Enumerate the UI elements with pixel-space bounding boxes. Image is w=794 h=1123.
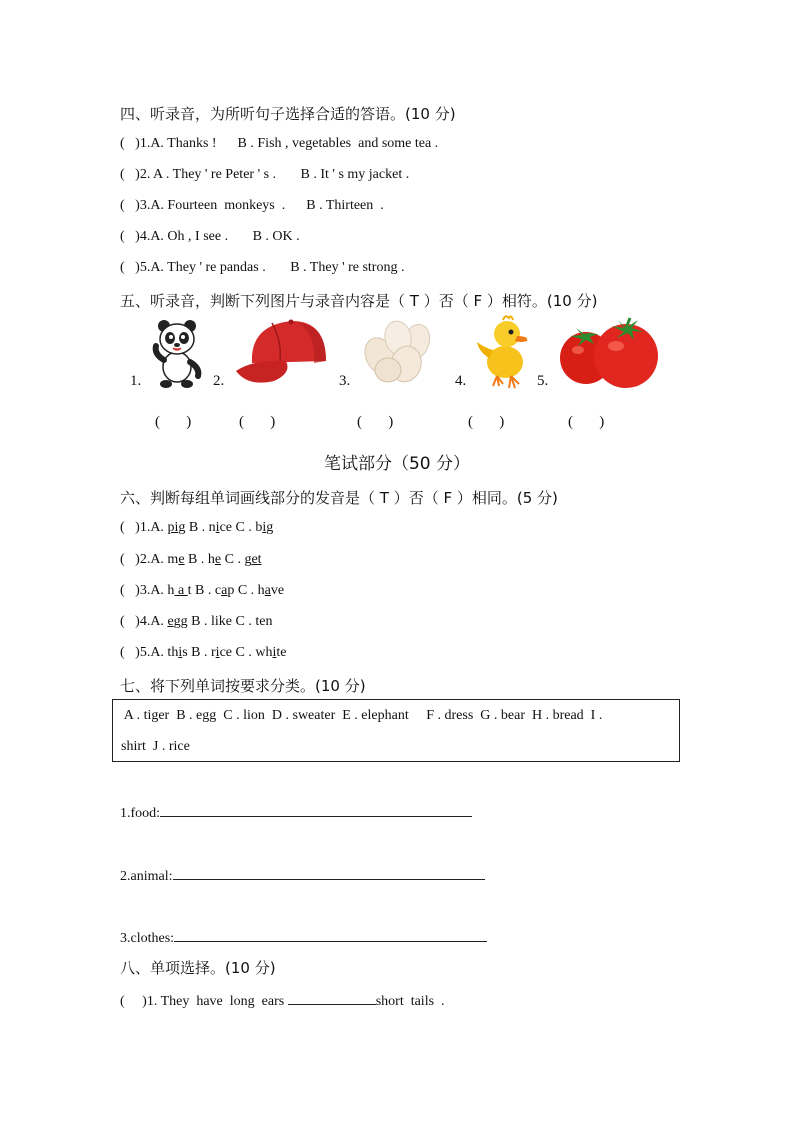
clothes-fill-row: 3.clothes: [120, 927, 487, 947]
answer-paren-2[interactable]: ( ) [239, 414, 276, 430]
section5-title: 五、听录音，判断下列图片与录音内容是（ T ）否（ F ）相符。(10 分) [120, 292, 598, 310]
section4-item-5: ( )5.A. They ' re pandas . B . They ' re strong . [120, 260, 405, 275]
answer-paren-1[interactable]: ( ) [155, 414, 192, 430]
picture-number-4: 4. [455, 373, 467, 389]
section8-title: 八、单项选择。(10 分) [120, 959, 276, 977]
section7-title: 七、将下列单词按要求分类。(10 分) [120, 677, 366, 695]
food-answer-line[interactable] [160, 802, 472, 817]
section6-item-3: ( )3.A. h a t B . cap C . have [120, 583, 285, 598]
section6-item-5: ( )5.A. this B . rice C . white [120, 645, 287, 660]
word-bank-box [112, 699, 680, 762]
panda-picture [150, 318, 204, 390]
animal-answer-line[interactable] [173, 865, 485, 880]
answer-paren-5[interactable]: ( ) [568, 414, 605, 430]
word-bank-line-2: shirt J . rice [121, 739, 190, 754]
picture-number-2: 2. [213, 373, 225, 389]
section4-item-3: ( )3.A. Fourteen monkeys . B . Thirteen . [120, 198, 384, 213]
animal-fill-row: 2.animal: [120, 865, 485, 885]
eggs-picture [358, 318, 438, 384]
word-bank-line-1: A . tiger B . egg C . lion D . sweater E . elephant F . dress G . bear H . bread I . [121, 708, 603, 723]
clothes-answer-line[interactable] [174, 927, 487, 942]
picture-number-3: 3. [339, 373, 351, 389]
section6-item-2: ( )2.A. me B . he C . get [120, 552, 262, 567]
food-fill-row: 1.food: [120, 802, 472, 822]
section6-item-1: ( )1.A. pig B . nice C . big [120, 520, 274, 535]
section8-item-1: ( )1. They have long ears short tails . [120, 990, 445, 1010]
tomatoes-picture [558, 316, 662, 390]
section8-item-1-blank[interactable] [288, 990, 376, 1005]
section6-item-4: ( )4.A. egg B . like C . ten [120, 614, 273, 629]
section6-title: 六、判断每组单词画线部分的发音是（ T ）否（ F ）相同。(5 分) [120, 489, 558, 507]
picture-number-1: 1. [130, 373, 142, 389]
answer-paren-4[interactable]: ( ) [468, 414, 505, 430]
red-cap-picture [234, 315, 328, 387]
picture-number-5: 5. [537, 373, 549, 389]
section4-item-4: ( )4.A. Oh , I see . B . OK . [120, 229, 300, 244]
section4-item-2: ( )2. A . They ' re Peter ' s . B . It ' s my jacket . [120, 167, 410, 182]
answer-paren-3[interactable]: ( ) [357, 414, 394, 430]
written-part-title: 笔试部分（50 分） [323, 454, 471, 474]
section4-item-1: ( )1.A. Thanks ! B . Fish , vegetables and some tea . [120, 136, 439, 151]
section4-title: 四、听录音，为所听句子选择合适的答语。(10 分) [120, 105, 456, 123]
duck-picture [475, 312, 533, 390]
